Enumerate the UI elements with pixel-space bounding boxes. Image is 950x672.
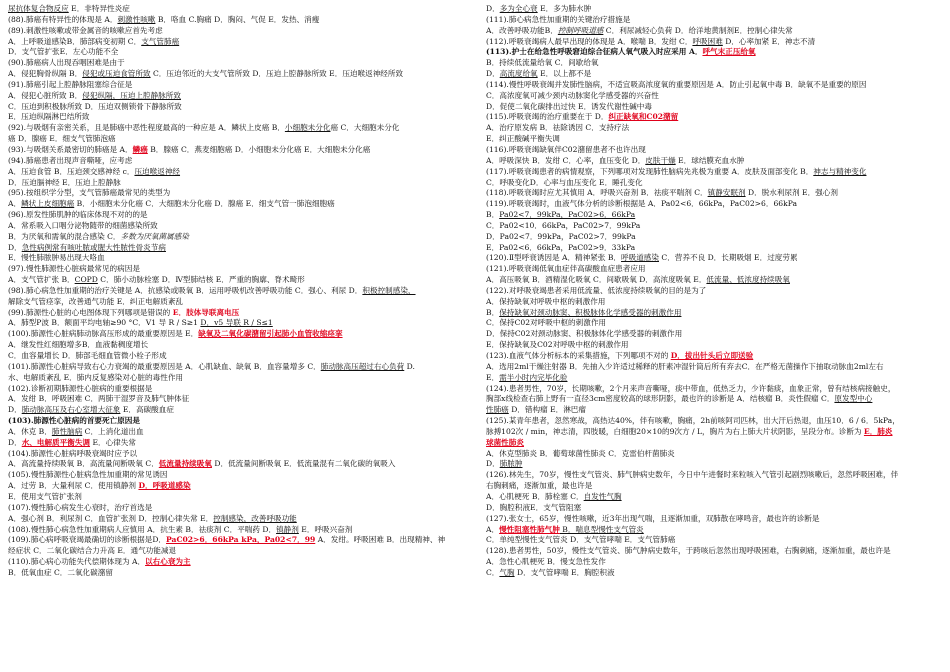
- text-segment: C．Pa02<10．66kPa，PaC02>7．99kPa: [486, 220, 641, 230]
- text-segment: D．错构瘤 E．淋巴瘤: [508, 405, 586, 415]
- left-text-line: [8, 80, 474, 91]
- text-segment: (99).肺源性心脏的心电图体现下列哪项是错误的: [8, 307, 173, 317]
- text-segment: (95).按组织学分型，支气管肺癌最常见的类型为: [8, 188, 171, 198]
- text-segment: A．上呼吸道感染B．肺部病变初期 C．: [8, 36, 142, 46]
- emphasized-text: D．v5 导联 R / S≤1: [200, 318, 273, 328]
- text-segment: (92).与吸烟有亲密关系，且是肺癌中恶性程度最高的一种应是 A．鳞状上皮癌 B．: [8, 123, 285, 133]
- text-segment: D．心率加紧 E．神志不清: [722, 36, 816, 46]
- right-text-line: [486, 340, 950, 351]
- text-segment: A．休克 B．: [8, 426, 52, 436]
- text-segment: E．使用支气管扩张剂: [8, 491, 82, 501]
- text-segment: D．支气管哮喘 E．胸腔积液: [514, 567, 615, 577]
- text-segment: (89).刺激性咳嗽或带金属音的咳嗽应首先考虑: [8, 25, 163, 35]
- right-text-line: [486, 112, 950, 123]
- text-segment: E．Pa02<6．66kPa，PaC02>9．33kPa: [486, 242, 636, 252]
- emphasized-text: 鳞癌: [132, 144, 148, 154]
- text-segment: B．: [486, 210, 500, 220]
- right-text-line: [486, 525, 950, 536]
- emphasized-text: 尿抗体复合物反应: [8, 4, 69, 13]
- text-segment: (88).肺癌有特异性的体现是 A．: [8, 14, 118, 24]
- right-text-line: [486, 449, 950, 460]
- right-text-line: [486, 156, 950, 167]
- emphasized-text: 慢性阻塞性肺气肿: [499, 524, 560, 534]
- text-segment: C．压迫邻近的大支气管所致 D．压迫上腔静脉所致 E．压迫喉返神经所致: [150, 69, 404, 79]
- right-text-line: [486, 394, 950, 405]
- left-text-line: [8, 351, 474, 362]
- left-text-line: [8, 438, 474, 449]
- right-text-line: [486, 416, 950, 427]
- right-text-line: [486, 232, 950, 243]
- text-segment: 癌 D．腺癌 E．细支气管肺泡癌: [8, 134, 116, 144]
- text-segment: 水、电解质紊乱 E．肺内反复感染对心脏的毒性作用: [8, 372, 184, 382]
- text-segment: (122).对呼吸衰竭患者采用低流量、低浓度持续吸氧的目的是为了: [486, 285, 707, 295]
- text-segment: 胸部x线检查右肺上野有一直径3cm密度较高的球形阴影，最也许的诊断是 A．结核瘤 B．炎性假瘤 C．: [486, 394, 835, 404]
- text-segment: 解除支气管痉挛，改善通气功能 E．纠正电解质紊乱: [8, 296, 184, 306]
- left-text-line: [8, 26, 474, 37]
- left-text-line: [8, 275, 474, 286]
- text-segment: A．强心剂 B．利尿剂 C．血管扩张剂 D．控制心律失常 E．: [8, 513, 214, 523]
- text-segment: D.: [404, 361, 415, 371]
- emphasized-text: 刺激性咳嗽: [117, 14, 156, 24]
- text-segment: E．纠正酸碱平衡失调: [486, 134, 560, 144]
- left-text-line: [8, 308, 474, 319]
- text-segment: (96).原发性肺肌肿的临床体现不对的的是: [8, 210, 148, 220]
- right-text-line: [486, 459, 950, 470]
- text-segment: (104).肺源性心脏病呼吸衰竭时应予以: [8, 448, 138, 458]
- left-text-line: [8, 514, 474, 525]
- text-segment: (127).张女士，65岁，慢性咳嗽，近3年出现气喘，且逐渐加重，双肺散在哮鸣音，最也许的诊断是: [486, 513, 820, 523]
- left-column: [8, 4, 474, 579]
- right-text-line: [486, 4, 950, 15]
- text-segment: E．压迫纵隔淋巴结所致: [8, 112, 90, 122]
- text-segment: D．: [8, 405, 22, 415]
- text-segment: A．保持缺氧对呼吸中枢的刺激作用: [486, 296, 606, 306]
- text-segment: A．: [486, 524, 500, 534]
- text-segment: C．压迫到积极脉所致 D．压迫双侧锁骨下静脉所致: [8, 101, 182, 111]
- left-text-line: [8, 362, 474, 373]
- text-segment: B．小细胞未分化癌 C．大细胞未分化癌 D．腺癌 E．细支气管一肺泡细胞癌: [74, 199, 335, 209]
- text-segment: (107).慢性肺心病发生心衰时，治疗首选是: [8, 502, 153, 512]
- left-text-line: [8, 69, 474, 80]
- right-text-line: [486, 275, 950, 286]
- text-segment: (112).呼吸衰竭病人最早出现的体现是 A．喉喘 B．发绀 C．: [486, 36, 693, 46]
- text-segment: (105).慢性肺源性心脏病急性加重期的常见诱因: [8, 470, 168, 480]
- text-segment: (90).肺癌病人出现吞咽困难是由于: [8, 58, 125, 68]
- text-segment: C．营养不良 D．长期吸烟 E．过度劳累: [658, 253, 798, 263]
- text-segment: B．腺癌 C．燕麦细胞癌 D．小细胞未分化癌 E．大细胞未分化癌: [147, 144, 371, 154]
- text-segment: A．高压吸氧 B．酒精湿化吸氧 C．间歇吸氧 D．高浓度吸氧 E．: [486, 275, 707, 285]
- emphasized-text: 肺脓肿: [499, 459, 523, 469]
- text-segment: C．肺小动脉栓塞 D．Ⅳ型肺结核 E．严重的胸廓、脊术畸形: [97, 275, 305, 285]
- left-text-line: [8, 459, 474, 470]
- left-text-line: [8, 102, 474, 113]
- text-segment: (128).患者男性，50岁，慢性支气管炎、肺气肿病史数年，于跨咳后忽然出现呼吸困难，右胸刺痛，逐渐加重，最也许是: [486, 546, 891, 556]
- text-segment: (93).与吸烟关系最密切的肺癌是 A．: [8, 144, 133, 154]
- right-text-line: [486, 145, 950, 156]
- text-segment: A．选用2ml干燥注射器 B．先抽入少许适过稀释的肝素冲湿针筒后所有弃去C．在严格无菌操作下抽取动脉血2ml左右: [486, 361, 884, 371]
- text-segment: D．: [8, 437, 22, 447]
- text-segment: (121).呼吸衰竭低氧血症伴高碳酸血症患者应用: [486, 264, 646, 274]
- text-segment: (118).呼吸衰竭时应尤其慎用 A．呼吸兴奋剂 B．祛痰平喘剂 C．: [486, 188, 708, 198]
- right-text-line: [486, 47, 950, 58]
- right-text-line: [486, 318, 950, 329]
- text-segment: A．发绀。呼吸困难 B．出现精神、神: [315, 535, 446, 545]
- right-text-line: [486, 123, 950, 134]
- emphasized-text: COPD: [74, 275, 98, 285]
- emphasized-text: 积极控制感染，: [362, 285, 416, 295]
- emphasized-text: B．喘息型慢性支气管炎: [559, 524, 644, 534]
- text-segment: D．低流量间断吸氧 E．低流量混有二氧化碳的氧吸入: [211, 459, 396, 469]
- left-text-line: [8, 568, 474, 579]
- text-segment: A．心肌梗死 B．肺栓塞 C．: [486, 491, 584, 501]
- left-text-line: [8, 199, 474, 210]
- right-text-line: [486, 102, 950, 113]
- text-segment: (109).肺心病呼吸衰竭最确切的诊断根据是D．: [8, 535, 167, 545]
- right-text-line: [486, 26, 950, 37]
- text-segment: E．高碳酸血症: [120, 405, 174, 415]
- emphasized-text: 压迫喉返神经: [134, 166, 181, 176]
- emphasized-text: (103).肺源性心脏病的首要死亡原因是: [8, 416, 140, 426]
- right-text-line: [486, 362, 950, 373]
- left-text-line: [8, 112, 474, 123]
- text-segment: A．常系吸入口咽分泌物随带的细菌感染所致: [8, 220, 158, 230]
- left-text-line: [8, 384, 474, 395]
- left-text-line: [8, 58, 474, 69]
- text-segment: D．Pa02<7．99kPa，PaC02>7．99kPa: [486, 231, 636, 241]
- right-text-line: [486, 535, 950, 546]
- emphasized-text: 原发型中心: [834, 394, 873, 404]
- emphasized-text: 镇静剂: [276, 524, 299, 534]
- text-segment: 脉搏102次 / min，神志清，四肢暖，白细胞20×10的9次方 / L，胸片为右上肺大片状阴影，呈段分布。诊断为: [486, 426, 864, 436]
- emphasized-text: 纠正缺氧和C02潴留: [608, 112, 679, 122]
- text-segment: D．胸腔积液E．支气管阻塞: [486, 502, 582, 512]
- text-segment: C．高浓度氧可减少颈内动脉窦化学感受器的兴奋性: [486, 90, 659, 100]
- left-text-line: [8, 340, 474, 351]
- text-segment: E．球结膜充血水肿: [675, 155, 745, 165]
- text-segment: A．侵犯胸骨纵隔 B．: [8, 69, 83, 79]
- left-text-line: [8, 210, 474, 221]
- text-segment: E．: [486, 372, 500, 382]
- text-segment: C．血容量增长 D．肺部毛细血管微小栓子形成: [8, 351, 167, 360]
- emphasized-text: 鳞状上皮细胞癌: [21, 199, 75, 209]
- left-text-line: [8, 470, 474, 481]
- emphasized-text: 水、电解质平衡失调: [21, 437, 91, 447]
- text-segment: A．治疗原发病 B．祛除诱因 C．支持疗法: [486, 123, 630, 133]
- emphasized-text: 自发性气胸: [583, 491, 622, 501]
- emphasized-text: 保持缺氧对颈动脉窦、积极脉体化学感受器的刺激作用: [499, 307, 682, 317]
- right-text-line: [486, 69, 950, 80]
- right-text-line: [486, 264, 950, 275]
- left-text-line: [8, 557, 474, 568]
- text-segment: C．利尿减轻心负荷 D．给洋地黄制剂E．控制心律失常: [603, 25, 793, 35]
- text-segment: (91).肺癌引起上腔静脉阻塞综合征是: [8, 79, 133, 89]
- right-text-line: [486, 373, 950, 384]
- emphasized-text: 肺动脉高压及右心室增大征象: [21, 405, 121, 415]
- text-segment: A．呼吸深快 B．发绀 C．心率，血压变化 D．: [486, 155, 646, 165]
- right-text-line: [486, 546, 950, 557]
- text-segment: A．休克型肺炎 B．葡萄球菌性肺炎 C．克雷伯杆菌肺炎: [486, 448, 675, 458]
- left-text-line: [8, 492, 474, 503]
- right-text-line: [486, 91, 950, 102]
- right-text-line: [486, 58, 950, 69]
- left-text-line: [8, 503, 474, 514]
- right-text-line: [486, 384, 950, 395]
- text-segment: (124).患者男性，70岁，长期咳嗽，2个月来声音嘶哑，痰中带血，低热乏力，少许黏痰，血象正常，曾有结核病接触史，: [486, 383, 896, 393]
- emphasized-text: 以右心衰为主: [145, 557, 191, 567]
- left-text-line: [8, 525, 474, 536]
- emphasized-text: 呼吸困难: [692, 36, 723, 46]
- left-text-line: [8, 167, 474, 178]
- text-segment: D．压迫膈神经 E．压迫上腔静脉: [8, 177, 121, 187]
- text-segment: C．单纯型慢性支气管炎 D．支气管哮喘 E．支气管肺癌: [486, 535, 676, 545]
- text-segment: E．非特异性炎症: [68, 4, 130, 13]
- emphasized-text: D．拔出针头后立即送验: [670, 351, 754, 360]
- left-text-line: [8, 535, 474, 546]
- text-segment: (108).慢性肺心病急性加重期病人应慎用 A．抗生素 B．祛痰剂 C．平喘药 D．: [8, 524, 277, 534]
- emphasized-text: 呼吸道感染: [621, 253, 659, 263]
- left-text-line: [8, 405, 474, 416]
- left-text-line: [8, 188, 474, 199]
- left-text-line: [8, 449, 474, 460]
- text-segment: E．慢性肺脓肿易出现大咯血: [8, 253, 105, 263]
- right-text-line: [486, 253, 950, 264]
- left-text-line: [8, 123, 474, 134]
- right-text-line: [486, 568, 950, 579]
- emphasized-text: 侵犯纵隔，压迫上腔静脉所致: [82, 90, 181, 100]
- emphasized-text: 镇静安眠剂: [707, 188, 746, 198]
- left-text-line: [8, 91, 474, 102]
- text-segment: E．多为肺水肿: [537, 4, 592, 13]
- text-segment: A．侵犯心脏所致 B．: [8, 90, 83, 100]
- text-segment: (100).肺源性心脏病肺动脉高压形成的最重要原因是 E．: [8, 329, 199, 339]
- text-segment: (125).某青年患者，忽然寒战，高热达40%，伴有咳嗽，胸痛，2h前咳阿司匹林，出大汗后热退，血压10．6 / 6．5kPa，: [486, 416, 900, 426]
- left-text-line: [8, 253, 474, 264]
- text-segment: (98).肺心病急性加重期的治疗关键是 A．抗感染或吸氧 B．运用呼吸机改善呼吸功能 C．强心、利尿 D．: [8, 285, 363, 295]
- text-segment: D．: [486, 4, 500, 13]
- text-segment: A．发绀 B．呼吸困难 C．两肺干湿罗音及肺气肿体征: [8, 394, 190, 404]
- emphasized-text: 侵犯或压迫食管所致: [82, 69, 151, 79]
- left-text-line: [8, 15, 474, 26]
- text-segment: (123).血液气体分析标本的采集措施，下列哪项不对的: [486, 351, 671, 360]
- emphasized-text: 性肺癌: [486, 405, 509, 415]
- text-segment: (94).肺癌患者出现声音嘶哑，应考虑: [8, 155, 133, 165]
- text-segment: B．咯血 C.胸痛 D．胸闷、气促 E．发热、消瘦: [155, 14, 320, 24]
- emphasized-text: 球菌性肺炎: [486, 437, 524, 447]
- left-text-line: [8, 318, 474, 329]
- text-segment: (115).呼吸衰竭的治疗重要在于 D．: [486, 112, 609, 122]
- right-text-line: [486, 405, 950, 416]
- text-segment: (111).肺心病急性加重期的关键治疗措施是: [486, 14, 631, 24]
- left-text-line: [8, 47, 474, 58]
- left-text-line: [8, 37, 474, 48]
- emphasized-text: 肺性脑病: [51, 426, 83, 436]
- text-segment: E．以上都不是: [537, 69, 592, 79]
- left-text-line: [8, 134, 474, 145]
- left-text-line: [8, 232, 474, 243]
- left-text-line: [8, 427, 474, 438]
- right-text-line: [486, 492, 950, 503]
- emphasized-text: 小细胞未分化: [284, 123, 331, 133]
- right-text-line: [486, 210, 950, 221]
- right-text-line: [486, 297, 950, 308]
- text-segment: B．为厌氧和需氧的混合感染 C．: [8, 231, 121, 241]
- left-text-line: [8, 286, 474, 297]
- left-text-line: [8, 481, 474, 492]
- emphasized-text: 控制呼吸道感: [557, 25, 604, 35]
- emphasized-text: 需半小时内完毕化验: [499, 372, 568, 382]
- emphasized-text: (113).护士在给急性呼吸窘迫综合征病人氧气吸入时应采用 A．: [486, 47, 703, 57]
- text-segment: (101).肺源性心脏病导致右心力衰竭的最重要原因是 A．心肌缺血、缺氧 B．血容量增多 C．: [8, 361, 321, 371]
- emphasized-text: 多数为厌氧菌属感染: [120, 231, 189, 241]
- text-segment: C．: [486, 567, 500, 577]
- right-text-line: [486, 427, 950, 438]
- left-text-line: [8, 4, 474, 15]
- text-segment: A．过劳 B．大量利尿 C．使用镇静剂: [8, 481, 139, 491]
- text-segment: D．: [8, 242, 22, 252]
- right-text-line: [486, 470, 950, 481]
- left-text-line: [8, 178, 474, 189]
- text-segment: A．: [8, 199, 22, 209]
- text-segment: D．促使二氧化碳排出过快 E．诱发代谢性碱中毒: [486, 101, 652, 111]
- left-text-line: [8, 416, 474, 427]
- emphasized-text: 急性病例常有咳吐脓或腥大性脓性骨炎节病: [21, 242, 166, 252]
- text-segment: A．支气管扩张 B．: [8, 275, 75, 285]
- emphasized-text: 低流量持续吸氧: [158, 459, 212, 469]
- left-text-line: [8, 394, 474, 405]
- right-text-line: [486, 481, 950, 492]
- right-text-line: [486, 351, 950, 362]
- right-text-line: [486, 503, 950, 514]
- text-segment: E．心律失常: [90, 437, 136, 447]
- emphasized-text: E．肢体导联离电压: [172, 307, 240, 317]
- right-text-line: [486, 329, 950, 340]
- right-text-line: [486, 178, 950, 189]
- text-segment: A．继发性红细胞增多B．血液黏稠度增长: [8, 340, 149, 350]
- emphasized-text: 神志与精神变化: [813, 166, 867, 176]
- right-column: [486, 4, 950, 579]
- text-segment: (114).慢性呼吸衰竭并发肺性脑病，不适宜吸高浓度氧的重要原因是 A．防止引起氧中毒 B．缺氧不是重要的原因: [486, 79, 867, 89]
- text-segment: D．保持C02对颈动脉窦、积极脉体化学感受器的刺激作用: [486, 329, 683, 339]
- right-text-line: [486, 188, 950, 199]
- emphasized-text: E．肺炎: [863, 426, 893, 436]
- emphasized-text: 控制感染，改善呼吸功能: [213, 513, 297, 523]
- text-segment: D．: [486, 459, 500, 469]
- text-segment: E．呼吸兴奋剂: [298, 524, 353, 534]
- text-segment: D．: [486, 69, 500, 79]
- emphasized-text: D．呼吸道感染: [138, 481, 191, 491]
- text-segment: C．呼吸变化D．心率与血压变化 E．睡孔变化: [486, 177, 643, 187]
- right-text-line: [486, 557, 950, 568]
- left-text-line: [8, 329, 474, 340]
- right-text-line: [486, 286, 950, 297]
- emphasized-text: 肺动脉高压超过右心负荷: [320, 361, 405, 371]
- emphasized-text: 低流量、低浓度持续吸氧: [706, 275, 790, 285]
- text-segment: A．肺型P波 B．额面平均电轴≥90 °C．V1 导 R / S≥1: [8, 318, 201, 328]
- text-segment: (126).林先生，70岁，慢性支气管炎、肺气肿病史数年，今日中午进餐时来粒咳入气管引起剧烈咳嗽后，忽然呼吸困难，伴: [486, 470, 899, 480]
- text-segment: B．: [486, 307, 500, 317]
- right-text-line: [486, 221, 950, 232]
- emphasized-text: 多为全心衰: [499, 4, 538, 13]
- text-segment: D．支气管扩张E．左心功能不全: [8, 47, 119, 57]
- text-segment: (117).呼吸衰竭患者的病情观察，下列哪项对发现肺性脑病先兆极为重要 A．皮肤及面部变化 B．: [486, 166, 814, 176]
- emphasized-text: 支气管肺癌: [141, 36, 180, 46]
- right-text-line: [486, 37, 950, 48]
- text-segment: 右胸刺痛，逐渐加重，最也许是: [486, 481, 593, 491]
- text-segment: (97).慢性肺源性心脏病最常见的病因是: [8, 264, 140, 274]
- text-segment: E．保持缺氧及C02对呼吸中枢的刺激作用: [486, 340, 629, 350]
- emphasized-text: 皮肤干燥: [645, 155, 676, 165]
- text-segment: C．上消化道出血: [82, 426, 144, 436]
- emphasized-text: PaC02>6．66kPa kPa，Pa02<7．99: [166, 535, 316, 545]
- left-text-line: [8, 221, 474, 232]
- right-text-line: [486, 167, 950, 178]
- left-text-line: [8, 156, 474, 167]
- right-text-line: [486, 15, 950, 26]
- left-text-line: [8, 297, 474, 308]
- right-text-line: [486, 134, 950, 145]
- text-segment: A．改善呼吸功能B．: [486, 25, 558, 35]
- text-segment: B．持续低流量给氧 C．间歇给氧: [486, 58, 599, 68]
- emphasized-text: 呼气末正压给氧: [702, 47, 756, 57]
- text-segment: C．保持C02对呼吸中枢的刺激作用: [486, 318, 607, 328]
- emphasized-text: Pa02<7．99kPa，PaC02>6．66kPa: [499, 210, 636, 220]
- text-segment: D．脱水利尿剂 E．强心剂: [745, 188, 838, 198]
- text-segment: A．高流量持续吸氧 B．高流量间断吸氧 C．: [8, 459, 159, 469]
- text-segment: B．低氧血症 C．二氧化碳潴留: [8, 567, 113, 577]
- left-text-line: [8, 243, 474, 254]
- text-segment: A．压迫食管 B．压迫颈交感神经 c．: [8, 166, 135, 176]
- text-segment: (119).呼吸衰竭时，血液气体分析的诊断根据是 A．Pa02<6．66kPa，PaC02>6．66kPa: [486, 199, 798, 209]
- emphasized-text: 高流度给氧: [499, 69, 538, 79]
- right-text-line: [486, 514, 950, 525]
- left-text-line: [8, 145, 474, 156]
- emphasized-text: 气胸: [499, 567, 515, 577]
- left-text-line: [8, 264, 474, 275]
- right-text-line: [486, 308, 950, 319]
- text-segment: 癌 C．大细胞未分化: [330, 123, 400, 133]
- text-segment: 经症状 C．二氧化碳结合力升高 E．通气功能减退: [8, 546, 177, 556]
- text-segment: A．急性心肌梗死 B．慢支急性发作: [486, 557, 606, 567]
- text-segment: (110).肺心病心功能失代偿期体现为 A．: [8, 557, 146, 567]
- left-text-line: [8, 546, 474, 557]
- left-text-line: [8, 373, 474, 384]
- right-text-line: [486, 438, 950, 449]
- right-text-line: [486, 243, 950, 254]
- text-segment: (102).诊断初期肺源性心脏病的重要根据是: [8, 383, 153, 393]
- emphasized-text: 缺氧及二氧化碳潴留引起肺小血管收缩痉挛: [198, 329, 343, 339]
- text-segment: (116).呼吸衰竭缺氧伴C02潴留患者不也许出现: [486, 144, 646, 154]
- right-text-line: [486, 199, 950, 210]
- right-text-line: [486, 80, 950, 91]
- text-segment: (120).Ⅱ型呼衰诱因是 A．精神紧张 B．: [486, 253, 622, 263]
